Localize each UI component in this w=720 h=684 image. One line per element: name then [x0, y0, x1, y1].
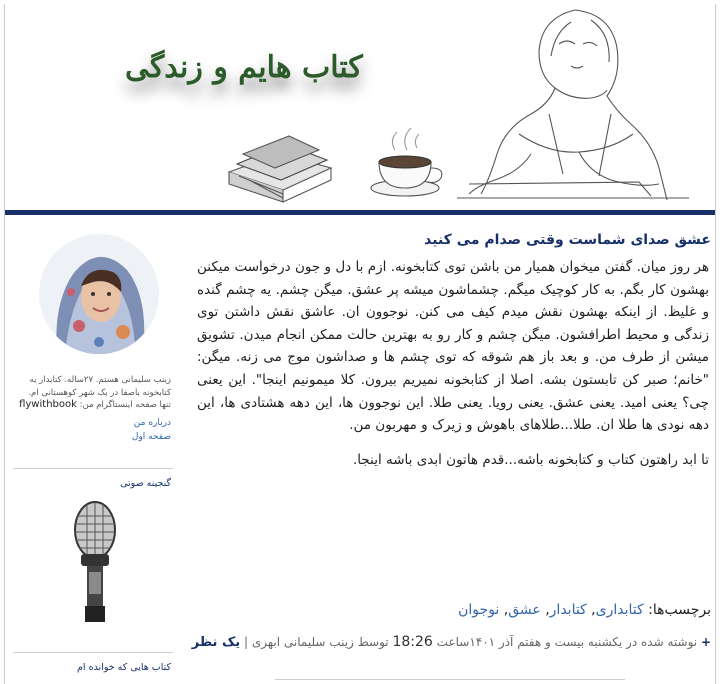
about-links — [132, 416, 171, 444]
page-frame — [4, 4, 716, 684]
footer-separator: | — [243, 635, 249, 649]
instagram-handle: flywithbook — [19, 399, 77, 410]
blog-header — [5, 4, 715, 210]
microphone-icon[interactable] — [67, 500, 123, 626]
comment-link[interactable]: یک نظر — [191, 635, 241, 650]
post — [185, 216, 711, 684]
sidebar-divider — [13, 468, 173, 469]
post-time: 18:26 — [392, 634, 433, 650]
audio-section-title: گنجینه صوتی — [120, 478, 171, 489]
header-illustration — [219, 4, 715, 210]
post-author: توسط زینب سلیمانی ابهری — [251, 635, 389, 649]
about-me-link[interactable]: درباره من — [133, 418, 171, 428]
post-footer — [192, 634, 711, 650]
sidebar-divider — [13, 652, 173, 653]
post-date: نوشته شده در یکشنبه بیست و هفتم آذر ۱۴۰۱ساعت — [436, 635, 698, 649]
labels-prefix: برچسب‌ها: — [648, 602, 711, 618]
label-link[interactable]: کتابدار — [549, 602, 587, 618]
label-link[interactable]: نوجوان — [458, 602, 500, 618]
post-paragraph: تا ابد راهتون کتاب و کتابخونه باشه...قدم هاتون ابدی باشه اینجا. — [353, 451, 709, 468]
instagram-label: تنها صفحه اینستاگرام من: — [79, 400, 171, 410]
plus-icon: + — [700, 635, 711, 649]
label-link[interactable]: کتابداری — [595, 602, 644, 618]
post-bottom-divider — [275, 679, 625, 680]
blog-title[interactable]: کتاب هایم و زندگی — [125, 50, 363, 85]
about-text: زینب سلیمانی هستم. ۲۷ساله. کتابدار یه کتابخونه باصفا در یک شهر کوهستانی ام. — [28, 375, 171, 398]
author-avatar[interactable] — [39, 234, 159, 354]
post-paragraph: هر روز میان. گفتن میخوان همیار من باشن توی کتابخونه. ازم با دل و جون درخواست میکنن بهشون کار بگم. به کار کوچیک میگم. چشماشون میشه پر عشق. میگن چشم. یه چشم گنده و غلیظ. از اینکه بهشون نقش میدم کیف می کنن. نوجوون ان. عاشق نقش داشتن توی زندگی و محیط اطرافشون. میگن چشم و کار رو به بهترین حالت ممکن انجام میدن. تشویق میشن از طرف من. و بعد باز هم شوقه که توی چشم ها و صداشون موج می زنه. میگن: "خانم؛ صبر کن تابستون بشه. اصلا از کتابخونه نمیریم بیرون. کلا میمونیم اینجا". این یعنی چی؟ یعنی امید. یعنی عشق. یعنی رویا. یعنی طلا. این نوجوون ها، این دهه هشتادی ها، این دهه نودی ها طلا ان. طلا...طلاهای باهوش و زیرک و مهربون من. — [197, 259, 709, 434]
header-divider — [5, 210, 715, 215]
books-section-title: کتاب هایی که خوانده ام — [77, 662, 171, 673]
post-title[interactable]: عشق صدای شماست وقتی صدام می کنید — [424, 232, 711, 248]
post-labels: برچسب‌ها: کتابداری, کتابدار, عشق, نوجوان — [458, 602, 711, 618]
post-body — [197, 256, 709, 481]
author-about — [11, 374, 171, 412]
home-link[interactable]: صفحه اول — [131, 432, 171, 442]
label-link[interactable]: عشق — [508, 602, 541, 618]
